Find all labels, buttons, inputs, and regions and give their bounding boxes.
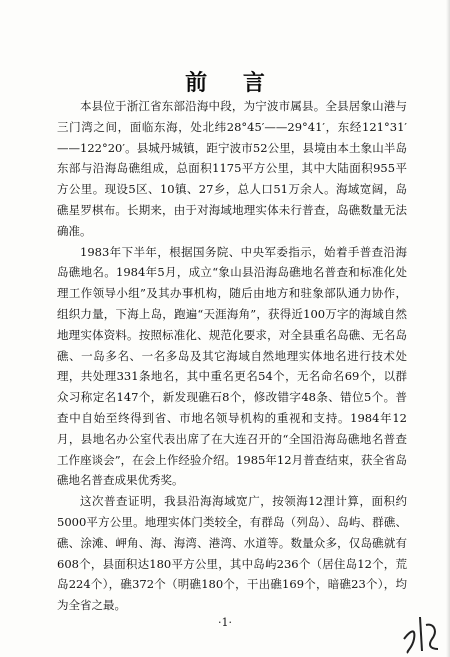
page-edge-shadow [446, 0, 450, 657]
paragraph-survey-history: 1983年下半年，根据国务院、中央军委指示，始着手普查沿海岛礁地名。1984年5月，成立“象山县沿海岛礁地名普查和标准化处理工作领导小组”及其办事机构，随后由地方和驻象部队通力协作，组织力量，下海上岛，跑遍“天涯海角”，获得近100万字的海域自然地理实体资料。按照标准化、规范化要求，对全县重名岛礁、无名岛礁、一岛多名、一名多岛及其它海域自然地理实体地名进行技术处理，共处理331条地名，其中重名更名54个，无名命名69个，以群众习称定名147个，新发现礁石8个，修改错字48条、错位5个。普查中自始至终得到省、市地名领导机构的重视和支持。1984年12月，县地名办公室代表出席了在大连召开的“全国沿海岛礁地名普查工作座谈会”，在会上作经验介绍。1985年12月普查结束，获全省岛礁地名普查成果优秀奖。 [57, 244, 407, 488]
page-title: 前 言 [185, 70, 279, 96]
paragraph-location: 本县位于浙江省东部沿海中段，为宁波市属县。全县居象山港与三门湾之间，面临东海，处北纬28°45′——29°41′，东经121°31′——122°20′。县城丹城镇，距宁波市52公里，县境由本土象山半岛东部与沿海岛礁组成，总面积1175平方公里，其中大陆面积955平方公里。现设5区、10镇、27乡，总人口51万余人。海域宽阔，岛礁星罗棋布。长期来，由于对海域地理实体未行普查，岛礁数量无法确准。 [57, 99, 407, 238]
page-number: ·1· [218, 616, 232, 629]
paragraph-survey-results: 这次普查证明，我县沿海海域宽广，按领海12浬计算，面积约5000平方公里。地理实体门类较全，有群岛（列岛）、岛屿、群礁、礁、涂滩、岬角、海、海湾、港湾、水道等。数量众多，仅岛礁就有608个，县面积达180平方公里，其中岛屿236个（居住岛12个，荒岛224个），礁372个（明礁180个，干出礁169个，暗礁23个），均为全省之最。 [57, 494, 407, 613]
document-body [57, 96, 407, 616]
handwritten-mark-icon [400, 609, 442, 655]
